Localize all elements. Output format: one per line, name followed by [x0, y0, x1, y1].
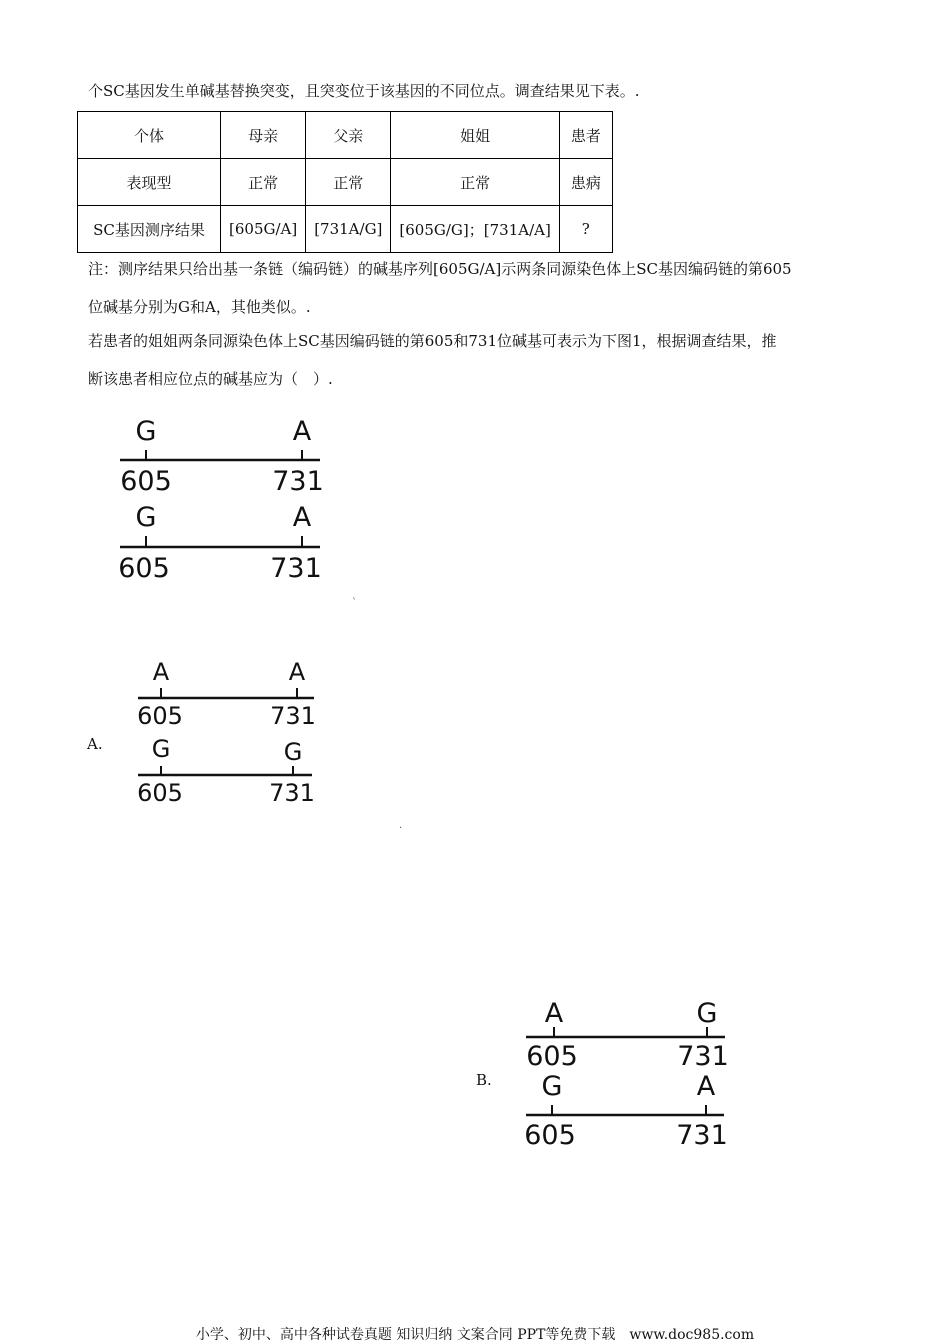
table-cell: 患病	[559, 159, 612, 206]
table-cell: 正常	[391, 159, 559, 206]
table-cell: [605G/A]	[221, 206, 306, 253]
base-label: G	[151, 735, 171, 763]
base-label: A	[292, 502, 312, 533]
option-a-diagram[interactable]	[130, 656, 330, 820]
option-a-label[interactable]: A.	[87, 735, 103, 753]
option-b-label[interactable]: B.	[476, 1071, 492, 1089]
intro-text: 个SC基因发生单碱基替换突变，且突变位于该基因的不同位点。调查结果见下表。.	[88, 82, 640, 100]
position-label: 731	[270, 553, 322, 584]
chromosome-bottom	[524, 1071, 728, 1151]
base-label: G	[696, 998, 718, 1029]
base-label: A	[152, 658, 170, 686]
sequencing-results-table	[77, 111, 613, 253]
chromosome-top	[526, 998, 729, 1072]
base-label: G	[283, 738, 303, 766]
table-cell: 表现型	[78, 159, 221, 206]
table-cell: 姐姐	[391, 112, 559, 159]
position-label: 731	[270, 702, 316, 730]
table-row	[78, 159, 613, 206]
base-label: G	[135, 502, 157, 533]
base-label: G	[541, 1071, 563, 1102]
note-line-1: 注：测序结果只给出基一条链（编码链）的碱基序列[605G/A]示两条同源染色体上SC基因编码链的第605	[88, 260, 792, 278]
table-cell: [731A/G]	[306, 206, 391, 253]
chromosome-top	[137, 658, 316, 730]
base-label: G	[135, 416, 157, 447]
position-label: 605	[120, 466, 172, 497]
option-b-diagram[interactable]	[518, 994, 738, 1158]
question-line-2: 断该患者相应位点的碱基应为（ ）.	[88, 370, 333, 388]
table-cell: 患者	[559, 112, 612, 159]
position-label: 731	[272, 466, 324, 497]
chromosome-bottom	[137, 735, 315, 807]
base-label: A	[292, 416, 312, 447]
chromosome-top	[120, 416, 324, 497]
chromosome-bottom	[118, 502, 322, 584]
position-label: 731	[269, 779, 315, 807]
table-cell: 正常	[306, 159, 391, 206]
position-label: 605	[524, 1120, 576, 1151]
table-row	[78, 206, 613, 253]
question-line-1: 若患者的姐姐两条同源染色体上SC基因编码链的第605和731位碱基可表示为下图1，根据调查结果，推	[88, 332, 777, 350]
table-cell: 个体	[78, 112, 221, 159]
table-cell: SC基因测序结果	[78, 206, 221, 253]
table-cell: ?	[559, 206, 612, 253]
position-label: 605	[137, 702, 183, 730]
position-label: 605	[526, 1041, 578, 1072]
table-cell: 母亲	[221, 112, 306, 159]
position-label: 605	[137, 779, 183, 807]
base-label: A	[288, 658, 306, 686]
position-label: 605	[118, 553, 170, 584]
position-label: 731	[677, 1041, 729, 1072]
note-line-2: 位碱基分别为G和A，其他类似。.	[88, 298, 311, 316]
table-row	[78, 112, 613, 159]
figure-1-diagram	[112, 412, 332, 596]
page-footer: 小学、初中、高中各种试卷真题 知识归纳 文案合同 PPT等免费下载 www.doc985.com	[195, 1327, 755, 1343]
base-label: A	[544, 998, 564, 1029]
position-label: 731	[676, 1120, 728, 1151]
table-cell: 父亲	[306, 112, 391, 159]
base-label: A	[696, 1071, 716, 1102]
table-cell: [605G/G]；[731A/A]	[391, 206, 559, 253]
table-cell: 正常	[221, 159, 306, 206]
